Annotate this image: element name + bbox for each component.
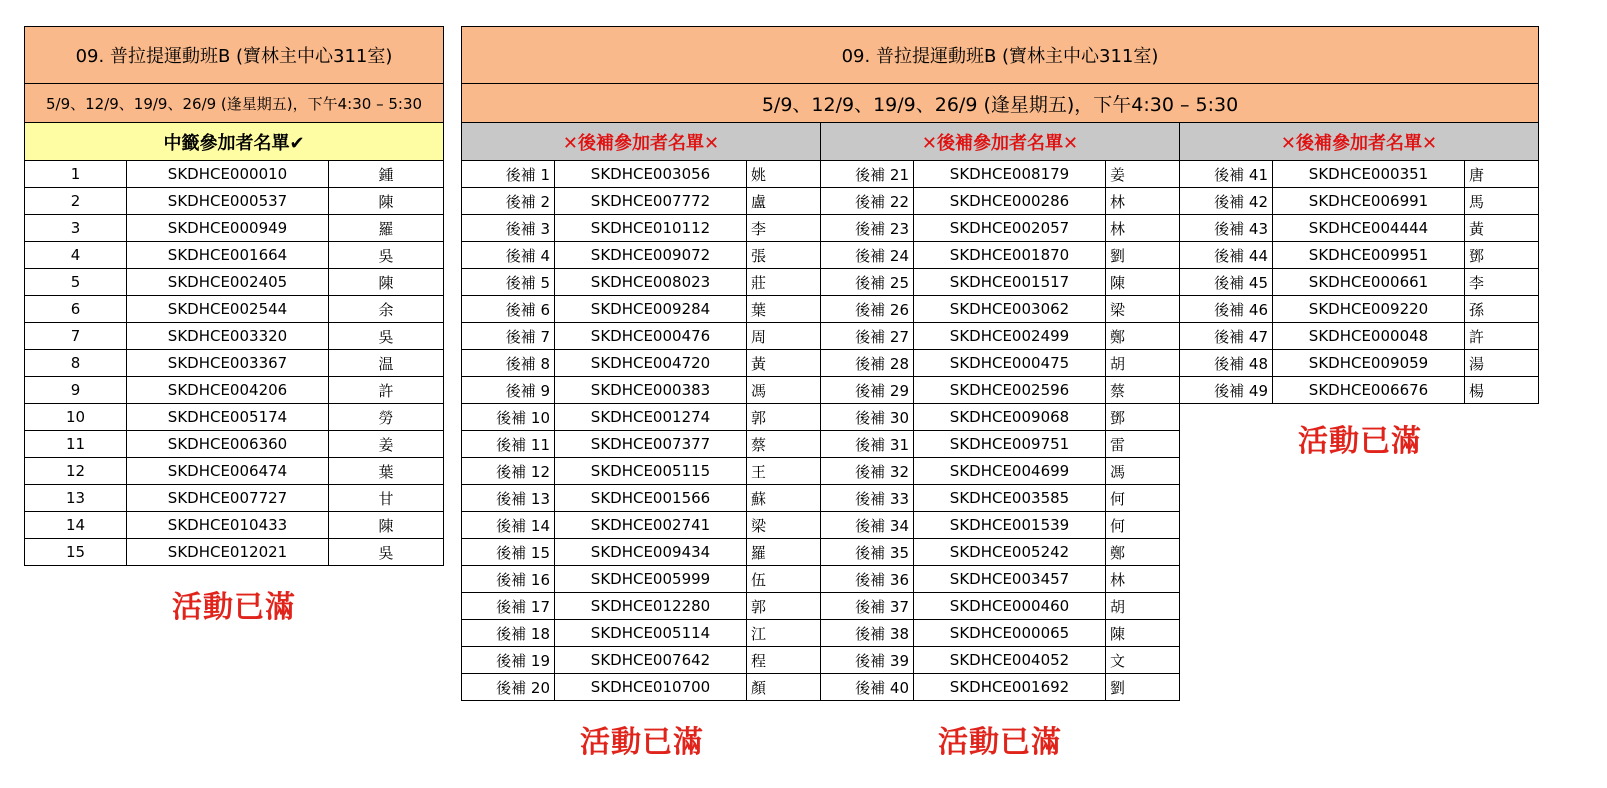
empty-cell xyxy=(1180,512,1273,539)
activity-full-label: 活動已滿 xyxy=(1298,424,1422,459)
row-number: 4 xyxy=(25,242,127,269)
waitlist-number: 後補 34 xyxy=(821,512,914,539)
member-surname: 唐 xyxy=(1465,161,1539,188)
waitlist-number: 後補 7 xyxy=(462,323,555,350)
row-number: 13 xyxy=(25,485,127,512)
member-id: SKDHCE003320 xyxy=(127,323,329,350)
member-surname: 楊 xyxy=(1465,377,1539,404)
table-row xyxy=(25,242,444,269)
waitlist-number: 後補 11 xyxy=(462,431,555,458)
member-surname: 陳 xyxy=(1106,269,1180,296)
empty-cell xyxy=(1465,566,1539,593)
member-id: SKDHCE009751 xyxy=(914,431,1106,458)
member-id: SKDHCE003367 xyxy=(127,350,329,377)
member-surname: 陳 xyxy=(1106,620,1180,647)
member-id: SKDHCE000351 xyxy=(1273,161,1465,188)
waitlist-number: 後補 27 xyxy=(821,323,914,350)
member-surname: 胡 xyxy=(1106,350,1180,377)
member-surname: 黃 xyxy=(1465,215,1539,242)
member-surname: 姜 xyxy=(1106,161,1180,188)
waitlist-number: 後補 18 xyxy=(462,620,555,647)
table-row xyxy=(25,269,444,296)
member-surname: 馮 xyxy=(747,377,821,404)
member-surname: 莊 xyxy=(747,269,821,296)
member-id: SKDHCE009072 xyxy=(555,242,747,269)
selected-list-title: 中籤參加者名單✔ xyxy=(25,123,444,161)
row-number: 9 xyxy=(25,377,127,404)
empty-cell xyxy=(1465,620,1539,647)
waitlist-number: 後補 28 xyxy=(821,350,914,377)
table-row xyxy=(25,458,444,485)
row-number: 6 xyxy=(25,296,127,323)
empty-cell xyxy=(1273,539,1465,566)
member-id: SKDHCE006991 xyxy=(1273,188,1465,215)
table-row xyxy=(462,458,1539,485)
empty-cell xyxy=(1465,512,1539,539)
member-surname: 勞 xyxy=(329,404,444,431)
member-surname: 吳 xyxy=(329,242,444,269)
empty-cell xyxy=(1465,674,1539,701)
waitlist-number: 後補 20 xyxy=(462,674,555,701)
member-id: SKDHCE000537 xyxy=(127,188,329,215)
table-row xyxy=(462,215,1539,242)
member-id: SKDHCE001566 xyxy=(555,485,747,512)
waitlist-number: 後補 25 xyxy=(821,269,914,296)
empty-cell xyxy=(1273,512,1465,539)
table-row xyxy=(462,647,1539,674)
member-surname: 甘 xyxy=(329,485,444,512)
member-id: SKDHCE000476 xyxy=(555,323,747,350)
row-number: 14 xyxy=(25,512,127,539)
table-row xyxy=(462,242,1539,269)
member-id: SKDHCE005174 xyxy=(127,404,329,431)
member-id: SKDHCE002596 xyxy=(914,377,1106,404)
waitlist-number: 後補 31 xyxy=(821,431,914,458)
row-number: 3 xyxy=(25,215,127,242)
waitlist-number: 後補 24 xyxy=(821,242,914,269)
member-surname: 劉 xyxy=(1106,242,1180,269)
table-row xyxy=(25,161,444,188)
member-surname: 江 xyxy=(747,620,821,647)
table-row xyxy=(25,512,444,539)
row-number: 1 xyxy=(25,161,127,188)
course-title: 09. 普拉提運動班B (寶林主中心311室) xyxy=(462,27,1539,84)
member-id: SKDHCE000460 xyxy=(914,593,1106,620)
table-row xyxy=(462,539,1539,566)
member-id: SKDHCE004444 xyxy=(1273,215,1465,242)
waitlist-number: 後補 39 xyxy=(821,647,914,674)
member-id: SKDHCE004206 xyxy=(127,377,329,404)
waitlist-number: 後補 14 xyxy=(462,512,555,539)
member-id: SKDHCE008179 xyxy=(914,161,1106,188)
member-id: SKDHCE001539 xyxy=(914,512,1106,539)
empty-cell xyxy=(1273,458,1465,485)
table-row xyxy=(25,350,444,377)
waitlist-number: 後補 40 xyxy=(821,674,914,701)
empty-cell xyxy=(1180,593,1273,620)
member-id: SKDHCE002405 xyxy=(127,269,329,296)
member-id: SKDHCE000383 xyxy=(555,377,747,404)
member-id: SKDHCE004699 xyxy=(914,458,1106,485)
member-surname: 蘇 xyxy=(747,485,821,512)
empty-cell xyxy=(1180,647,1273,674)
waitlist-number: 後補 44 xyxy=(1180,242,1273,269)
table-row xyxy=(25,188,444,215)
member-surname: 陳 xyxy=(329,269,444,296)
member-id: SKDHCE002544 xyxy=(127,296,329,323)
member-id: SKDHCE001692 xyxy=(914,674,1106,701)
waitlist-number: 後補 45 xyxy=(1180,269,1273,296)
member-id: SKDHCE005115 xyxy=(555,458,747,485)
member-id: SKDHCE002057 xyxy=(914,215,1106,242)
member-id: SKDHCE002499 xyxy=(914,323,1106,350)
waitlist-number: 後補 19 xyxy=(462,647,555,674)
member-id: SKDHCE003457 xyxy=(914,566,1106,593)
empty-cell xyxy=(1273,647,1465,674)
member-surname: 周 xyxy=(747,323,821,350)
member-surname: 盧 xyxy=(747,188,821,215)
waitlist-number: 後補 47 xyxy=(1180,323,1273,350)
empty-cell xyxy=(1180,458,1273,485)
selected-participants-table xyxy=(24,26,444,566)
empty-cell xyxy=(1465,539,1539,566)
member-surname: 馮 xyxy=(1106,458,1180,485)
member-surname: 蔡 xyxy=(747,431,821,458)
table-row xyxy=(462,323,1539,350)
member-id: SKDHCE009220 xyxy=(1273,296,1465,323)
member-surname: 許 xyxy=(329,377,444,404)
member-id: SKDHCE002741 xyxy=(555,512,747,539)
member-id: SKDHCE001664 xyxy=(127,242,329,269)
waitlist-participants-table xyxy=(461,26,1539,701)
waitlist-title: ✕後補參加者名單✕ xyxy=(821,123,1180,161)
waitlist-number: 後補 1 xyxy=(462,161,555,188)
table-row xyxy=(462,620,1539,647)
table-row xyxy=(25,323,444,350)
table-row xyxy=(462,485,1539,512)
empty-cell xyxy=(1273,485,1465,512)
empty-cell xyxy=(1180,620,1273,647)
member-surname: 許 xyxy=(1465,323,1539,350)
waitlist-number: 後補 5 xyxy=(462,269,555,296)
waitlist-number: 後補 16 xyxy=(462,566,555,593)
member-id: SKDHCE012280 xyxy=(555,593,747,620)
member-id: SKDHCE006474 xyxy=(127,458,329,485)
waitlist-number: 後補 32 xyxy=(821,458,914,485)
member-surname: 姜 xyxy=(329,431,444,458)
member-surname: 吳 xyxy=(329,539,444,566)
waitlist-number: 後補 6 xyxy=(462,296,555,323)
member-surname: 孫 xyxy=(1465,296,1539,323)
table-row xyxy=(462,674,1539,701)
empty-cell xyxy=(1180,431,1273,458)
member-surname: 李 xyxy=(747,215,821,242)
member-id: SKDHCE000286 xyxy=(914,188,1106,215)
waitlist-number: 後補 35 xyxy=(821,539,914,566)
member-surname: 雷 xyxy=(1106,431,1180,458)
member-surname: 何 xyxy=(1106,512,1180,539)
member-id: SKDHCE005114 xyxy=(555,620,747,647)
member-surname: 林 xyxy=(1106,566,1180,593)
waitlist-number: 後補 48 xyxy=(1180,350,1273,377)
table-row xyxy=(462,269,1539,296)
member-id: SKDHCE003056 xyxy=(555,161,747,188)
empty-cell xyxy=(1180,404,1273,431)
waitlist-title: ✕後補參加者名單✕ xyxy=(1180,123,1539,161)
waitlist-number: 後補 37 xyxy=(821,593,914,620)
waitlist-number: 後補 26 xyxy=(821,296,914,323)
table-row xyxy=(25,404,444,431)
member-surname: 梁 xyxy=(747,512,821,539)
member-surname: 劉 xyxy=(1106,674,1180,701)
member-id: SKDHCE009059 xyxy=(1273,350,1465,377)
waitlist-number: 後補 2 xyxy=(462,188,555,215)
empty-cell xyxy=(1465,647,1539,674)
member-surname: 温 xyxy=(329,350,444,377)
waitlist-number: 後補 49 xyxy=(1180,377,1273,404)
member-id: SKDHCE010700 xyxy=(555,674,747,701)
member-id: SKDHCE009284 xyxy=(555,296,747,323)
member-id: SKDHCE010433 xyxy=(127,512,329,539)
member-surname: 鄧 xyxy=(1106,404,1180,431)
table-row xyxy=(462,566,1539,593)
member-id: SKDHCE006676 xyxy=(1273,377,1465,404)
empty-cell xyxy=(1273,620,1465,647)
member-surname: 梁 xyxy=(1106,296,1180,323)
member-id: SKDHCE003062 xyxy=(914,296,1106,323)
member-id: SKDHCE007772 xyxy=(555,188,747,215)
waitlist-number: 後補 42 xyxy=(1180,188,1273,215)
empty-cell xyxy=(1465,458,1539,485)
table-row xyxy=(25,296,444,323)
member-surname: 黃 xyxy=(747,350,821,377)
member-id: SKDHCE006360 xyxy=(127,431,329,458)
empty-cell xyxy=(1465,593,1539,620)
member-surname: 伍 xyxy=(747,566,821,593)
member-id: SKDHCE012021 xyxy=(127,539,329,566)
member-id: SKDHCE005999 xyxy=(555,566,747,593)
member-id: SKDHCE009951 xyxy=(1273,242,1465,269)
member-id: SKDHCE007642 xyxy=(555,647,747,674)
member-id: SKDHCE001870 xyxy=(914,242,1106,269)
member-surname: 李 xyxy=(1465,269,1539,296)
waitlist-number: 後補 4 xyxy=(462,242,555,269)
member-surname: 陳 xyxy=(329,512,444,539)
row-number: 15 xyxy=(25,539,127,566)
member-surname: 鄧 xyxy=(1465,242,1539,269)
member-surname: 程 xyxy=(747,647,821,674)
table-row xyxy=(25,485,444,512)
waitlist-number: 後補 41 xyxy=(1180,161,1273,188)
member-id: SKDHCE010112 xyxy=(555,215,747,242)
table-row xyxy=(462,188,1539,215)
member-id: SKDHCE001274 xyxy=(555,404,747,431)
member-surname: 鍾 xyxy=(329,161,444,188)
waitlist-number: 後補 9 xyxy=(462,377,555,404)
waitlist-number: 後補 22 xyxy=(821,188,914,215)
empty-cell xyxy=(1273,566,1465,593)
member-surname: 何 xyxy=(1106,485,1180,512)
member-surname: 吳 xyxy=(329,323,444,350)
waitlist-number: 後補 21 xyxy=(821,161,914,188)
table-row xyxy=(25,215,444,242)
empty-cell xyxy=(1273,674,1465,701)
member-surname: 郭 xyxy=(747,593,821,620)
table-row xyxy=(25,377,444,404)
activity-full-label: 活動已滿 xyxy=(938,725,1062,760)
member-id: SKDHCE000475 xyxy=(914,350,1106,377)
member-id: SKDHCE008023 xyxy=(555,269,747,296)
member-surname: 鄭 xyxy=(1106,539,1180,566)
member-id: SKDHCE009434 xyxy=(555,539,747,566)
empty-cell xyxy=(1465,404,1539,431)
table-row xyxy=(462,512,1539,539)
waitlist-number: 後補 23 xyxy=(821,215,914,242)
table-row xyxy=(25,431,444,458)
course-schedule: 5/9、12/9、19/9、26/9 (逢星期五)，下午4:30 – 5:30 xyxy=(462,84,1539,123)
member-surname: 陳 xyxy=(329,188,444,215)
member-surname: 葉 xyxy=(329,458,444,485)
activity-full-label: 活動已滿 xyxy=(580,725,704,760)
waitlist-number: 後補 13 xyxy=(462,485,555,512)
waitlist-number: 後補 15 xyxy=(462,539,555,566)
member-surname: 蔡 xyxy=(1106,377,1180,404)
waitlist-number: 後補 36 xyxy=(821,566,914,593)
table-row xyxy=(462,350,1539,377)
waitlist-number: 後補 3 xyxy=(462,215,555,242)
member-id: SKDHCE000949 xyxy=(127,215,329,242)
table-row xyxy=(462,161,1539,188)
waitlist-number: 後補 12 xyxy=(462,458,555,485)
member-id: SKDHCE004720 xyxy=(555,350,747,377)
member-surname: 林 xyxy=(1106,188,1180,215)
course-schedule: 5/9、12/9、19/9、26/9 (逢星期五)，下午4:30 – 5:30 xyxy=(25,84,444,123)
member-surname: 林 xyxy=(1106,215,1180,242)
member-surname: 郭 xyxy=(747,404,821,431)
waitlist-title: ✕後補參加者名單✕ xyxy=(462,123,821,161)
member-surname: 文 xyxy=(1106,647,1180,674)
member-id: SKDHCE000010 xyxy=(127,161,329,188)
member-surname: 余 xyxy=(329,296,444,323)
member-id: SKDHCE005242 xyxy=(914,539,1106,566)
member-id: SKDHCE007727 xyxy=(127,485,329,512)
member-surname: 湯 xyxy=(1465,350,1539,377)
member-id: SKDHCE001517 xyxy=(914,269,1106,296)
member-surname: 姚 xyxy=(747,161,821,188)
course-title: 09. 普拉提運動班B (寶林主中心311室) xyxy=(25,27,444,84)
member-surname: 張 xyxy=(747,242,821,269)
table-row xyxy=(462,593,1539,620)
member-surname: 葉 xyxy=(747,296,821,323)
member-surname: 羅 xyxy=(329,215,444,242)
member-surname: 羅 xyxy=(747,539,821,566)
row-number: 11 xyxy=(25,431,127,458)
member-surname: 鄭 xyxy=(1106,323,1180,350)
table-row xyxy=(25,539,444,566)
activity-full-label: 活動已滿 xyxy=(172,590,296,625)
waitlist-number: 後補 33 xyxy=(821,485,914,512)
member-id: SKDHCE009068 xyxy=(914,404,1106,431)
row-number: 7 xyxy=(25,323,127,350)
empty-cell xyxy=(1180,485,1273,512)
row-number: 8 xyxy=(25,350,127,377)
empty-cell xyxy=(1180,539,1273,566)
row-number: 12 xyxy=(25,458,127,485)
waitlist-number: 後補 8 xyxy=(462,350,555,377)
waitlist-number: 後補 46 xyxy=(1180,296,1273,323)
member-id: SKDHCE000065 xyxy=(914,620,1106,647)
member-surname: 胡 xyxy=(1106,593,1180,620)
row-number: 2 xyxy=(25,188,127,215)
member-surname: 馬 xyxy=(1465,188,1539,215)
member-id: SKDHCE003585 xyxy=(914,485,1106,512)
row-number: 5 xyxy=(25,269,127,296)
member-id: SKDHCE004052 xyxy=(914,647,1106,674)
empty-cell xyxy=(1465,431,1539,458)
member-id: SKDHCE007377 xyxy=(555,431,747,458)
waitlist-number: 後補 10 xyxy=(462,404,555,431)
member-surname: 王 xyxy=(747,458,821,485)
row-number: 10 xyxy=(25,404,127,431)
table-row xyxy=(462,296,1539,323)
empty-cell xyxy=(1465,485,1539,512)
empty-cell xyxy=(1180,674,1273,701)
waitlist-number: 後補 30 xyxy=(821,404,914,431)
empty-cell xyxy=(1180,566,1273,593)
table-row xyxy=(462,377,1539,404)
member-surname: 顏 xyxy=(747,674,821,701)
waitlist-number: 後補 17 xyxy=(462,593,555,620)
empty-cell xyxy=(1273,593,1465,620)
waitlist-number: 後補 38 xyxy=(821,620,914,647)
member-id: SKDHCE000048 xyxy=(1273,323,1465,350)
member-id: SKDHCE000661 xyxy=(1273,269,1465,296)
waitlist-number: 後補 29 xyxy=(821,377,914,404)
waitlist-number: 後補 43 xyxy=(1180,215,1273,242)
